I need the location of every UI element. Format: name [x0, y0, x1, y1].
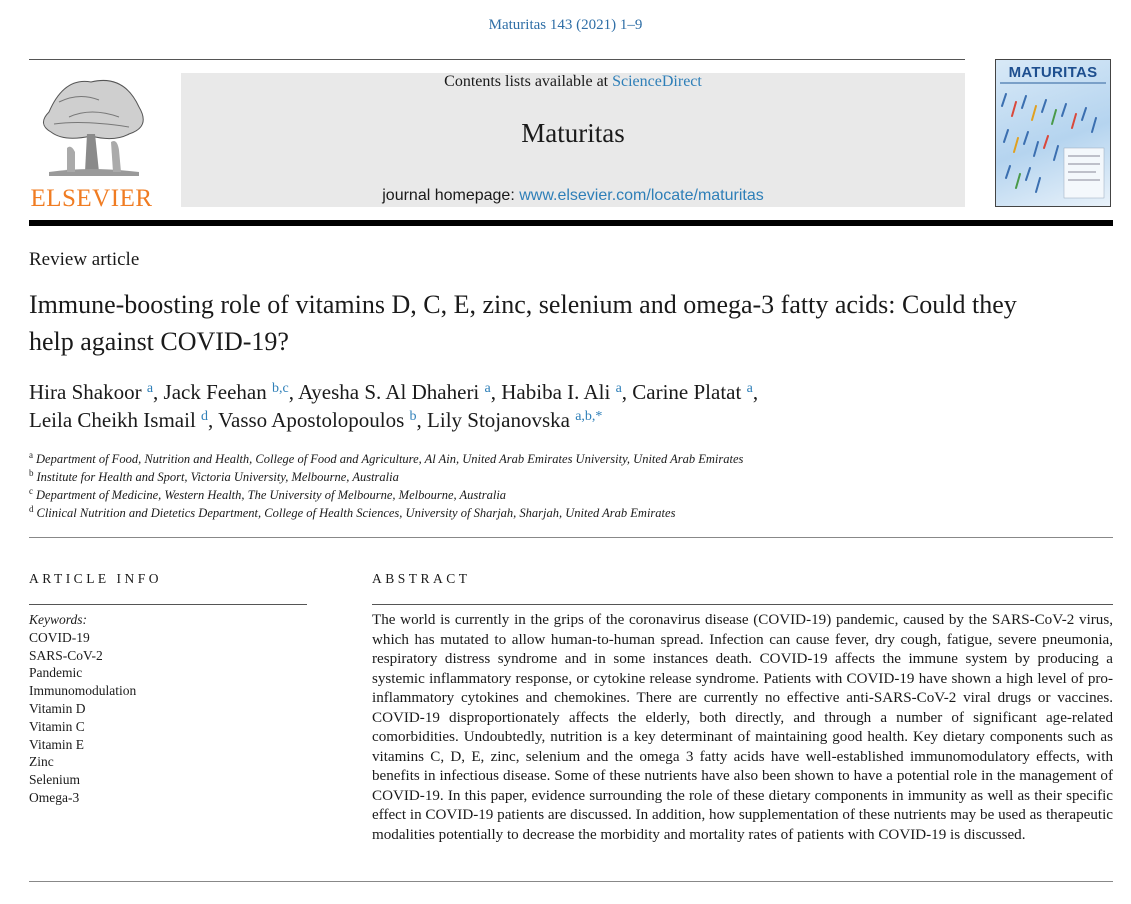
journal-homepage-link[interactable]: www.elsevier.com/locate/maturitas: [519, 187, 764, 204]
affiliation-ref[interactable]: a,b,*: [575, 409, 603, 424]
affiliation-ref[interactable]: b,c: [272, 381, 289, 396]
sciencedirect-link[interactable]: ScienceDirect: [612, 73, 702, 90]
affiliation-ref[interactable]: a: [484, 381, 491, 396]
keyword[interactable]: Omega-3: [29, 789, 80, 805]
author[interactable]: Jack Feehan $^{b,c}$,: [163, 380, 299, 404]
abstract-heading: ABSTRACT: [372, 571, 471, 586]
article-type: Review article: [29, 249, 140, 270]
publisher-name: ELSEVIER: [30, 185, 153, 212]
author[interactable]: Carine Platat $^a$,: [632, 380, 759, 404]
affiliation-ref[interactable]: b: [409, 409, 417, 424]
footer-divider: [29, 881, 1113, 882]
author[interactable]: Hira Shakoor $^a$,: [29, 380, 164, 404]
keyword[interactable]: SARS-CoV-2: [29, 647, 103, 663]
affiliation-ref[interactable]: a: [746, 381, 753, 396]
author[interactable]: Lily Stojanovska $^{a,b,*}$: [427, 408, 603, 432]
author[interactable]: Ayesha S. Al Dhaheri $^a$,: [298, 380, 502, 404]
keyword[interactable]: Immunomodulation: [29, 683, 137, 699]
affiliation-ref[interactable]: d: [201, 409, 209, 424]
keyword[interactable]: Vitamin E: [29, 736, 85, 752]
section-divider: [29, 537, 1113, 538]
affiliation-ref[interactable]: a: [615, 381, 622, 396]
keyword[interactable]: Vitamin D: [29, 700, 86, 716]
affiliation: $^b$ Institute for Health and Sport, Victoria University, Melbourne, Australia: [29, 468, 399, 484]
cover-divider: [1000, 82, 1106, 84]
article-title: Immune-boosting role of vitamins D, C, E, zinc, selenium and omega-3 fatty acids: Could they help against COVID-19?: [29, 290, 1017, 356]
homepage-prefix: journal homepage:: [382, 187, 520, 204]
affiliation-list: [29, 450, 1029, 522]
journal-cover-thumbnail[interactable]: [995, 59, 1111, 207]
author[interactable]: Habiba I. Ali $^a$,: [501, 380, 633, 404]
abstract-rule: [372, 604, 1113, 605]
journal-title: Maturitas: [521, 118, 625, 148]
header-divider: [29, 59, 965, 60]
keyword[interactable]: Pandemic: [29, 665, 83, 681]
contents-prefix: Contents lists available at: [444, 73, 613, 90]
cover-title: MATURITAS: [1008, 64, 1098, 81]
author[interactable]: Vasso Apostolopoulos $^b$,: [218, 408, 428, 432]
journal-homepage-line: [181, 187, 965, 205]
keyword[interactable]: Selenium: [29, 772, 80, 788]
affiliation: $^c$ Department of Medicine, Western Health, The University of Melbourne, Melbourne, Australia: [29, 486, 507, 502]
keyword[interactable]: COVID-19: [29, 629, 90, 645]
keywords-list: [29, 611, 299, 807]
keyword[interactable]: Vitamin C: [29, 718, 85, 734]
keyword[interactable]: Zinc: [29, 754, 54, 770]
header-heavy-rule: [29, 220, 1113, 226]
elsevier-logo[interactable]: [29, 72, 154, 212]
elsevier-tree-icon: [29, 72, 154, 184]
article-info-rule: [29, 604, 307, 605]
cover-figures-icon: [996, 86, 1110, 206]
author[interactable]: Leila Cheikh Ismail $^d$,: [29, 408, 219, 432]
abstract-text: The world is currently in the grips of the coronavirus disease (COVID-19) pandemic, caused by the SARS-CoV-2 virus, which has mutated to allow human-to-human spread. Infection can cause fever, dry cough, fatigue, severe pneumonia, respiratory distress syndrome and in some instances death. COVID-19 affects the immune system by producing a systemic inflammatory response, or cytokine release syndrome. Patients with COVID-19 have shown a high level of pro-inflammatory cytokines and chemokines. There are currently no effective anti-SARS-CoV-2 viral drugs or vaccines. COVID-19 disproportionately affects the elderly, both directly, and through a number of significant age-related comorbidities. Undoubtedly, nutrition is a key determinant of maintaining good health. Key dietary components such as vitamins C, D, E, zinc, selenium and the omega 3 fatty acids have well-established immunomodulatory effects, with benefits in infectious disease. Some of these nutrients have also been shown to have a potential role in the management of COVID-19. In this paper, evidence surrounding the role of these dietary components in immunity as well as their specific effect in COVID-19 patients are discussed. In addition, how supplementation of these nutrients may be used as therapeutic modalities potentially to decrease the morbidity and mortality rates of patients with COVID-19 is discussed.: [372, 612, 1113, 843]
author-list: [29, 378, 1029, 434]
affiliation-ref[interactable]: a: [146, 381, 154, 396]
keywords-label: Keywords:: [29, 612, 87, 627]
contents-line: [181, 73, 965, 91]
affiliation: $^a$ Department of Food, Nutrition and Health, College of Food and Agriculture, Al Ain, United Arab Emirates University, United Arab Emirates: [29, 450, 744, 466]
affiliation: $^d$ Clinical Nutrition and Dietetics Department, College of Health Sciences, University of Sharjah, Sharjah, United Arab Emirates: [29, 504, 676, 520]
article-info-heading: ARTICLE INFO: [29, 571, 163, 586]
journal-citation[interactable]: Maturitas 143 (2021) 1–9: [488, 17, 643, 33]
